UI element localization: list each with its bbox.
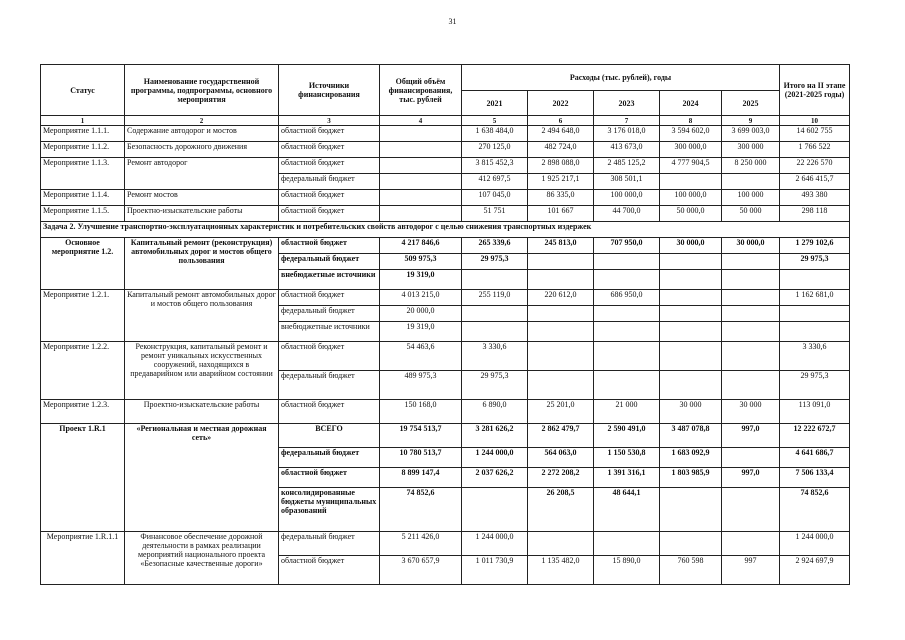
row-source: ВСЕГО: [279, 424, 380, 448]
row-2024: 50 000,0: [660, 206, 722, 222]
row-itogo: 1 162 681,0: [780, 290, 850, 306]
row-2024: 100 000,0: [660, 190, 722, 206]
header-expenses: Расходы (тыс. рублей), годы: [462, 65, 780, 91]
row-source: областной бюджет: [279, 290, 380, 306]
row-2021: [462, 270, 528, 290]
row-2021: 6 890,0: [462, 400, 528, 424]
row-2023: 308 501,1: [594, 174, 660, 190]
row-name: Ремонт автодорог: [125, 158, 279, 190]
row-2024: [660, 290, 722, 306]
row-source: федеральный бюджет: [279, 532, 380, 556]
row-2022: [528, 342, 594, 371]
table-row: [41, 206, 850, 222]
row-itogo: [780, 322, 850, 342]
page-number: 31: [448, 17, 457, 26]
row-name: Капитальный ремонт автомобильных дорог и мостов общего пользования: [125, 290, 279, 342]
row-itogo: 7 506 133,4: [780, 468, 850, 488]
row-source: федеральный бюджет: [279, 306, 380, 322]
row-2025: 3 699 003,0: [722, 126, 780, 142]
row-status: Мероприятие 1.2.2.: [41, 342, 125, 400]
column-number: 5: [462, 116, 528, 126]
row-2022: 2 272 208,2: [528, 468, 594, 488]
row-source: федеральный бюджет: [279, 371, 380, 400]
row-total: 54 463,6: [380, 342, 462, 371]
row-itogo: 1 766 522: [780, 142, 850, 158]
row-source: областной бюджет: [279, 126, 380, 142]
row-status: Мероприятие 1.2.3.: [41, 400, 125, 424]
column-number: 1: [41, 116, 125, 126]
row-itogo: 22 226 570: [780, 158, 850, 174]
row-2022: 26 208,5: [528, 488, 594, 532]
row-2021: 1 638 484,0: [462, 126, 528, 142]
header-year: 2024: [660, 91, 722, 116]
row-2025: 30 000: [722, 400, 780, 424]
row-total: [380, 126, 462, 142]
row-total: 509 975,3: [380, 254, 462, 270]
row-2022: [528, 306, 594, 322]
header-status: Статус: [41, 65, 125, 116]
row-total: [380, 190, 462, 206]
row-name: Ремонт мостов: [125, 190, 279, 206]
row-2021: 412 697,5: [462, 174, 528, 190]
row-source: федеральный бюджет: [279, 448, 380, 468]
row-total: 19 319,0: [380, 270, 462, 290]
row-2025: [722, 342, 780, 371]
row-2021: [462, 488, 528, 532]
budget-table: [40, 64, 850, 585]
row-2022: 482 724,0: [528, 142, 594, 158]
row-2024: [660, 342, 722, 371]
header-year: 2022: [528, 91, 594, 116]
table-row: [41, 158, 850, 174]
row-2024: [660, 270, 722, 290]
row-2023: 15 890,0: [594, 556, 660, 585]
row-2021: [462, 306, 528, 322]
task-row: [41, 222, 850, 238]
row-total: 19 754 513,7: [380, 424, 462, 448]
row-source: областной бюджет: [279, 468, 380, 488]
row-itogo: 1 279 102,6: [780, 238, 850, 254]
row-name: Проектно-изыскательские работы: [125, 206, 279, 222]
row-status: Мероприятие 1.2.1.: [41, 290, 125, 342]
table-row: [41, 142, 850, 158]
table-row: [41, 532, 850, 556]
row-2024: 300 000,0: [660, 142, 722, 158]
row-total: 19 319,0: [380, 322, 462, 342]
row-2023: 686 950,0: [594, 290, 660, 306]
row-2021: 3 815 452,3: [462, 158, 528, 174]
row-2025: 8 250 000: [722, 158, 780, 174]
row-2022: 101 667: [528, 206, 594, 222]
row-total: 10 780 513,7: [380, 448, 462, 468]
row-2025: [722, 306, 780, 322]
row-2022: [528, 270, 594, 290]
row-2022: 2 898 088,0: [528, 158, 594, 174]
header-year: 2025: [722, 91, 780, 116]
row-itogo: 113 091,0: [780, 400, 850, 424]
row-2025: 997,0: [722, 424, 780, 448]
row-2023: 2 590 491,0: [594, 424, 660, 448]
row-2024: 1 803 985,9: [660, 468, 722, 488]
row-status: Основное мероприятие 1.2.: [41, 238, 125, 290]
row-2022: 245 813,0: [528, 238, 594, 254]
row-2021: 1 244 000,0: [462, 448, 528, 468]
row-2022: 564 063,0: [528, 448, 594, 468]
row-source: внебюджетные источники: [279, 322, 380, 342]
row-2025: [722, 371, 780, 400]
row-source: областной бюджет: [279, 206, 380, 222]
row-2025: [722, 254, 780, 270]
row-2021: 255 119,0: [462, 290, 528, 306]
row-2025: 300 000: [722, 142, 780, 158]
row-name: Финансовое обеспечение дорожной деятельности в рамках реализации мероприятий национального проекта «Безопасные качественные дороги»: [125, 532, 279, 585]
row-2023: 21 000: [594, 400, 660, 424]
row-2023: 707 950,0: [594, 238, 660, 254]
row-2022: [528, 254, 594, 270]
row-itogo: 298 118: [780, 206, 850, 222]
header-source: Источники финансирования: [279, 65, 380, 116]
row-total: 150 168,0: [380, 400, 462, 424]
row-2023: [594, 270, 660, 290]
row-2022: [528, 532, 594, 556]
column-number: 7: [594, 116, 660, 126]
table-row: [41, 126, 850, 142]
row-itogo: [780, 270, 850, 290]
row-itogo: 74 852,6: [780, 488, 850, 532]
row-2023: [594, 342, 660, 371]
row-2022: 2 494 648,0: [528, 126, 594, 142]
row-2025: [722, 270, 780, 290]
row-source: федеральный бюджет: [279, 174, 380, 190]
row-2024: [660, 306, 722, 322]
row-name: «Региональная и местная дорожная сеть»: [125, 424, 279, 532]
row-itogo: 1 244 000,0: [780, 532, 850, 556]
row-source: областной бюджет: [279, 142, 380, 158]
row-name: Содержание автодорог и мостов: [125, 126, 279, 142]
table-row: [41, 342, 850, 371]
row-total: [380, 158, 462, 174]
row-status: Проект 1.R.1: [41, 424, 125, 532]
column-number: 2: [125, 116, 279, 126]
header-year: 2023: [594, 91, 660, 116]
row-itogo: 29 975,3: [780, 371, 850, 400]
row-name: Реконструкция, капитальный ремонт и ремонт уникальных искусственных сооружений, находящихся в предаварийном или аварийном состоянии: [125, 342, 279, 400]
row-2024: [660, 371, 722, 400]
table-row: [41, 400, 850, 424]
row-source: консолидированные бюджеты муниципальных образований: [279, 488, 380, 532]
row-source: федеральный бюджет: [279, 254, 380, 270]
row-2025: [722, 488, 780, 532]
row-name: Капитальный ремонт (реконструкция) автомобильных дорог и мостов общего пользования: [125, 238, 279, 290]
column-number: 10: [780, 116, 850, 126]
row-2021: 1 244 000,0: [462, 532, 528, 556]
row-2024: 1 683 092,9: [660, 448, 722, 468]
row-2023: [594, 254, 660, 270]
row-2024: 4 777 904,5: [660, 158, 722, 174]
row-itogo: 493 380: [780, 190, 850, 206]
row-2024: [660, 254, 722, 270]
row-2024: 30 000,0: [660, 238, 722, 254]
row-2021: 29 975,3: [462, 254, 528, 270]
row-source: областной бюджет: [279, 190, 380, 206]
header-total-volume: Общий объём финансирования, тыс. рублей: [380, 65, 462, 116]
row-total: 489 975,3: [380, 371, 462, 400]
row-2024: 3 594 602,0: [660, 126, 722, 142]
row-itogo: 2 924 697,9: [780, 556, 850, 585]
row-name: Безопасность дорожного движения: [125, 142, 279, 158]
row-total: 3 670 657,9: [380, 556, 462, 585]
row-total: 8 899 147,4: [380, 468, 462, 488]
row-2025: [722, 322, 780, 342]
row-2023: [594, 532, 660, 556]
row-2021: 3 330,6: [462, 342, 528, 371]
row-2024: [660, 532, 722, 556]
row-2024: 760 598: [660, 556, 722, 585]
row-total: [380, 174, 462, 190]
column-number: 8: [660, 116, 722, 126]
row-2025: [722, 174, 780, 190]
row-2023: [594, 371, 660, 400]
row-2023: [594, 306, 660, 322]
row-2021: 2 037 626,2: [462, 468, 528, 488]
row-status: Мероприятие 1.1.1.: [41, 126, 125, 142]
row-2023: 2 485 125,2: [594, 158, 660, 174]
row-2025: [722, 290, 780, 306]
row-2022: 1 135 482,0: [528, 556, 594, 585]
header-name: Наименование государственной программы, подпрограммы, основного мероприятия: [125, 65, 279, 116]
row-2024: [660, 174, 722, 190]
row-source: внебюджетные источники: [279, 270, 380, 290]
row-status: Мероприятие 1.1.5.: [41, 206, 125, 222]
row-2023: 1 391 316,1: [594, 468, 660, 488]
row-2025: 30 000,0: [722, 238, 780, 254]
row-source: областной бюджет: [279, 400, 380, 424]
row-itogo: 12 222 672,7: [780, 424, 850, 448]
table-row: [41, 290, 850, 306]
row-2022: 1 925 217,1: [528, 174, 594, 190]
row-2022: 220 612,0: [528, 290, 594, 306]
table-row: [41, 238, 850, 254]
table-row: [41, 190, 850, 206]
row-2025: [722, 532, 780, 556]
row-total: 4 217 846,6: [380, 238, 462, 254]
row-2022: 25 201,0: [528, 400, 594, 424]
row-2025: [722, 448, 780, 468]
row-2023: 100 000,0: [594, 190, 660, 206]
row-2022: 2 862 479,7: [528, 424, 594, 448]
row-2022: 86 335,0: [528, 190, 594, 206]
row-source: областной бюджет: [279, 342, 380, 371]
row-status: Мероприятие 1.1.3.: [41, 158, 125, 190]
column-number: 3: [279, 116, 380, 126]
row-2024: 30 000: [660, 400, 722, 424]
row-itogo: 3 330,6: [780, 342, 850, 371]
row-2023: 48 644,1: [594, 488, 660, 532]
row-itogo: 14 602 755: [780, 126, 850, 142]
row-itogo: 29 975,3: [780, 254, 850, 270]
row-2021: 265 339,6: [462, 238, 528, 254]
row-2023: 1 150 530,8: [594, 448, 660, 468]
row-total: 20 000,0: [380, 306, 462, 322]
row-2023: 44 700,0: [594, 206, 660, 222]
row-2021: 3 281 626,2: [462, 424, 528, 448]
row-status: Мероприятие 1.1.2.: [41, 142, 125, 158]
row-itogo: 4 641 686,7: [780, 448, 850, 468]
row-2021: 29 975,3: [462, 371, 528, 400]
row-total: [380, 206, 462, 222]
row-2025: 100 000: [722, 190, 780, 206]
row-itogo: 2 646 415,7: [780, 174, 850, 190]
row-2021: 1 011 730,9: [462, 556, 528, 585]
row-2023: [594, 322, 660, 342]
column-number: 4: [380, 116, 462, 126]
row-2025: 997: [722, 556, 780, 585]
row-status: Мероприятие 1.R.1.1: [41, 532, 125, 585]
row-2021: 51 751: [462, 206, 528, 222]
row-status: Мероприятие 1.1.4.: [41, 190, 125, 206]
column-number: 6: [528, 116, 594, 126]
row-source: областной бюджет: [279, 238, 380, 254]
row-2025: 50 000: [722, 206, 780, 222]
row-2024: 3 487 078,8: [660, 424, 722, 448]
row-itogo: [780, 306, 850, 322]
task-2-heading: Задача 2. Улучшение транспортно-эксплуатационных характеристик и потребительских свойств автодорог с целью снижения транспортных издержек: [41, 222, 850, 238]
row-2022: [528, 371, 594, 400]
row-2021: 270 125,0: [462, 142, 528, 158]
row-2022: [528, 322, 594, 342]
header-year: 2021: [462, 91, 528, 116]
header-itogo: Итого на II этапе (2021-2025 годы): [780, 65, 850, 116]
row-total: 5 211 426,0: [380, 532, 462, 556]
row-total: 4 013 215,0: [380, 290, 462, 306]
row-2024: [660, 488, 722, 532]
row-total: 74 852,6: [380, 488, 462, 532]
row-2025: 997,0: [722, 468, 780, 488]
row-2024: [660, 322, 722, 342]
row-2021: 107 045,0: [462, 190, 528, 206]
table-row: [41, 424, 850, 448]
row-source: областной бюджет: [279, 556, 380, 585]
row-total: [380, 142, 462, 158]
row-2023: 3 176 018,0: [594, 126, 660, 142]
row-2021: [462, 322, 528, 342]
column-number: 9: [722, 116, 780, 126]
row-name: Проектно-изыскательские работы: [125, 400, 279, 424]
row-2023: 413 673,0: [594, 142, 660, 158]
row-source: областной бюджет: [279, 158, 380, 174]
